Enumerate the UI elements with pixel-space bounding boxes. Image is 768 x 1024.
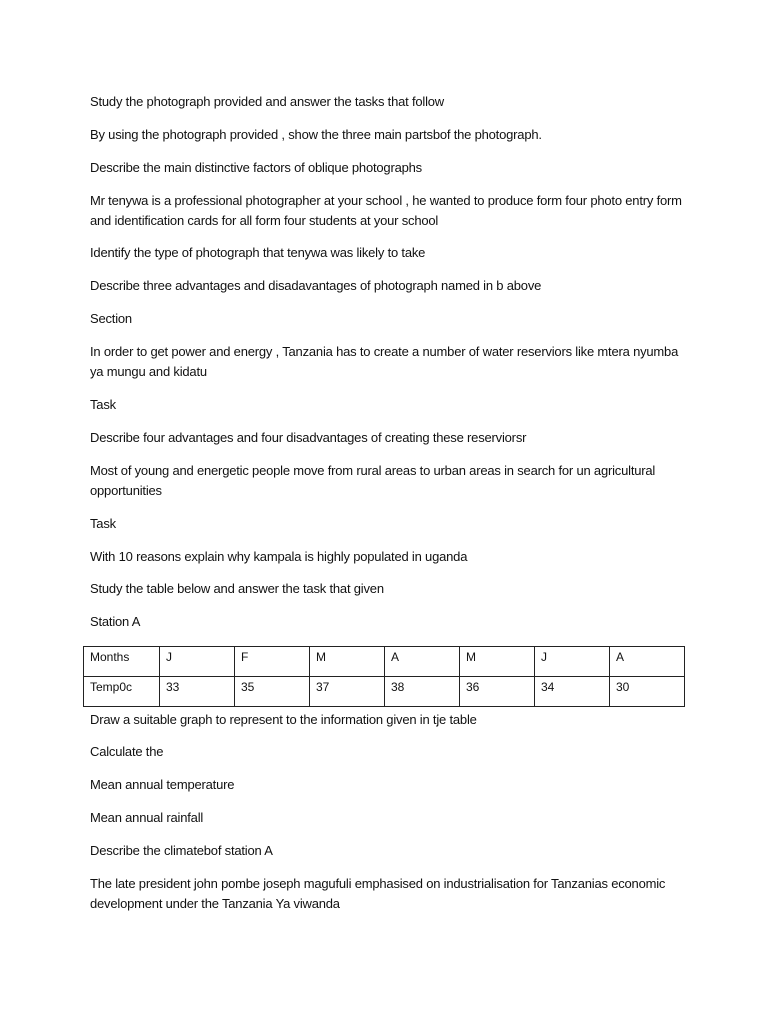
table-cell: A [385, 647, 460, 677]
paragraph-instruction: Study the photograph provided and answer the tasks that follow [90, 94, 444, 109]
paragraph-scenario: The late president john pombe joseph magufuli emphasised on industrialisation for Tanzanias economic development under the Tanzania Ya viwanda [90, 876, 666, 911]
table-cell: A [610, 647, 685, 677]
paragraph-scenario: Mr tenywa is a professional photographer at your school , he wanted to produce form four photo entry form and identification cards for all form four students at your school [90, 193, 682, 228]
table-row-header: Months [84, 647, 160, 677]
task-heading: Task [90, 397, 116, 412]
paragraph-question: Calculate the [90, 744, 164, 759]
paragraph-question: Draw a suitable graph to represent to the information given in tje table [90, 712, 477, 727]
table-cell: J [160, 647, 235, 677]
paragraph-scenario: Most of young and energetic people move from rural areas to urban areas in search for un agricultural opportunities [90, 463, 656, 498]
paragraph-instruction: Study the table below and answer the task that given [90, 581, 384, 596]
table-cell: J [535, 647, 610, 677]
temperature-table [83, 646, 685, 707]
paragraph-question: Mean annual temperature [90, 777, 235, 792]
table-cell: 38 [385, 677, 460, 707]
table-cell: 33 [160, 677, 235, 707]
paragraph-question: Describe three advantages and disadavantages of photograph named in b above [90, 278, 542, 293]
table-cell: M [310, 647, 385, 677]
station-label: Station A [90, 614, 141, 629]
table-cell: 34 [535, 677, 610, 707]
paragraph-question: Identify the type of photograph that tenywa was likely to take [90, 245, 426, 260]
paragraph-question: Mean annual rainfall [90, 810, 204, 825]
table-cell: M [460, 647, 535, 677]
paragraph-question: Describe the main distinctive factors of oblique photographs [90, 160, 422, 175]
table-row [84, 647, 685, 677]
table-row [84, 677, 685, 707]
paragraph-question: With 10 reasons explain why kampala is highly populated in uganda [90, 549, 468, 564]
paragraph-question: Describe the climatebof station A [90, 843, 273, 858]
table-cell: 36 [460, 677, 535, 707]
paragraph-question: Describe four advantages and four disadvantages of creating these reserviorsr [90, 430, 527, 445]
table-cell: 30 [610, 677, 685, 707]
table-cell: 37 [310, 677, 385, 707]
table-row-header: Temp0c [84, 677, 160, 707]
table-cell: F [235, 647, 310, 677]
paragraph-scenario: In order to get power and energy , Tanzania has to create a number of water reserviors like mtera nyumba ya mungu and kidatu [90, 344, 679, 379]
task-heading: Task [90, 516, 116, 531]
section-heading: Section [90, 311, 132, 326]
table-cell: 35 [235, 677, 310, 707]
paragraph-question: By using the photograph provided , show the three main partsbof the photograph. [90, 127, 542, 142]
